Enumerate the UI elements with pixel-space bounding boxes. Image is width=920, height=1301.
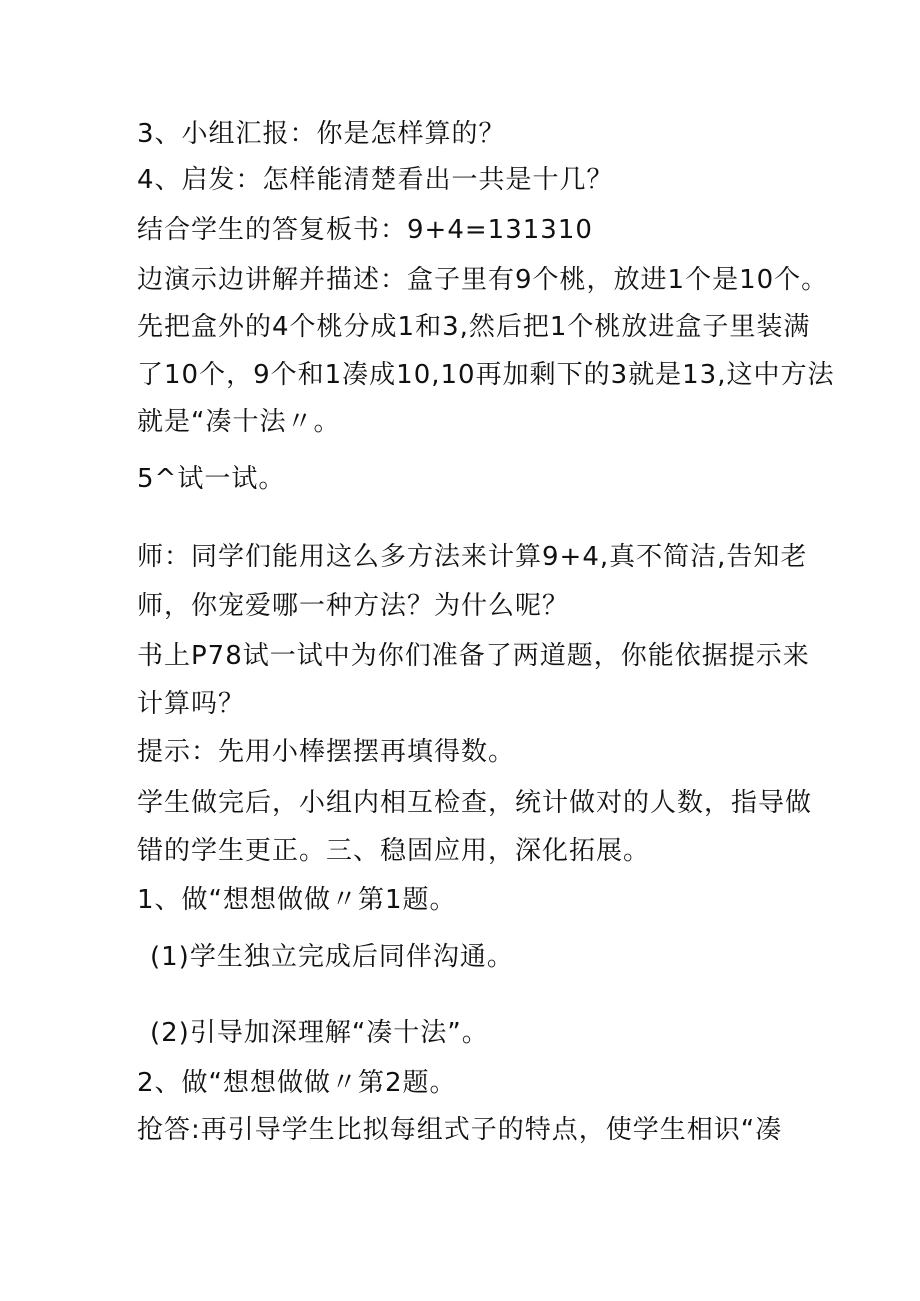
text-line: 4、启发：怎样能清楚看出一共是十几？ [137,165,614,195]
text-line: 结合学生的答复板书：9+4=131310 [137,215,593,245]
text-line: 先把盒外的4个桃分成1和3,然后把1个桃放进盒子里装满 [137,312,811,342]
text-line: 学生做完后，小组内相互检查，统计做对的人数，指导做 [137,788,813,818]
text-line: (1)学生独立完成后同伴沟通。 [150,942,514,972]
text-line: (2)引导加深理解“凑十法”。 [150,1018,489,1048]
text-line: 错的学生更正。三、稳固应用，深化拓展。 [137,836,651,866]
text-line: 边演示边讲解并描述：盒子里有9个桃，放进1个是10个。 [137,265,829,295]
text-line: 了10个，9个和1凑成10,10再加剩下的3就是13,这中方法 [137,360,835,390]
text-line: 5^试一试。 [137,464,286,494]
text-line: 抢答:再引导学生比拟每组式子的特点，使学生相识“凑 [137,1115,783,1145]
text-line: 1、做“想想做做〃第1题。 [137,885,457,915]
text-line: 就是“凑十法〃。 [137,407,341,437]
text-line: 3、小组汇报：你是怎样算的？ [137,119,506,149]
text-line: 计算吗？ [137,689,246,719]
text-line: 师，你宠爱哪一种方法？为什么呢？ [137,591,570,621]
text-line: 提示：先用小棒摆摆再填得数。 [137,737,516,767]
text-line: 2、做“想想做做〃第2题。 [137,1068,457,1098]
text-line: 书上P78试一试中为你们准备了两道题，你能依据提示来 [137,641,810,671]
text-line: 师：同学们能用这么多方法来计算9+4,真不简洁,告知老 [137,542,808,572]
